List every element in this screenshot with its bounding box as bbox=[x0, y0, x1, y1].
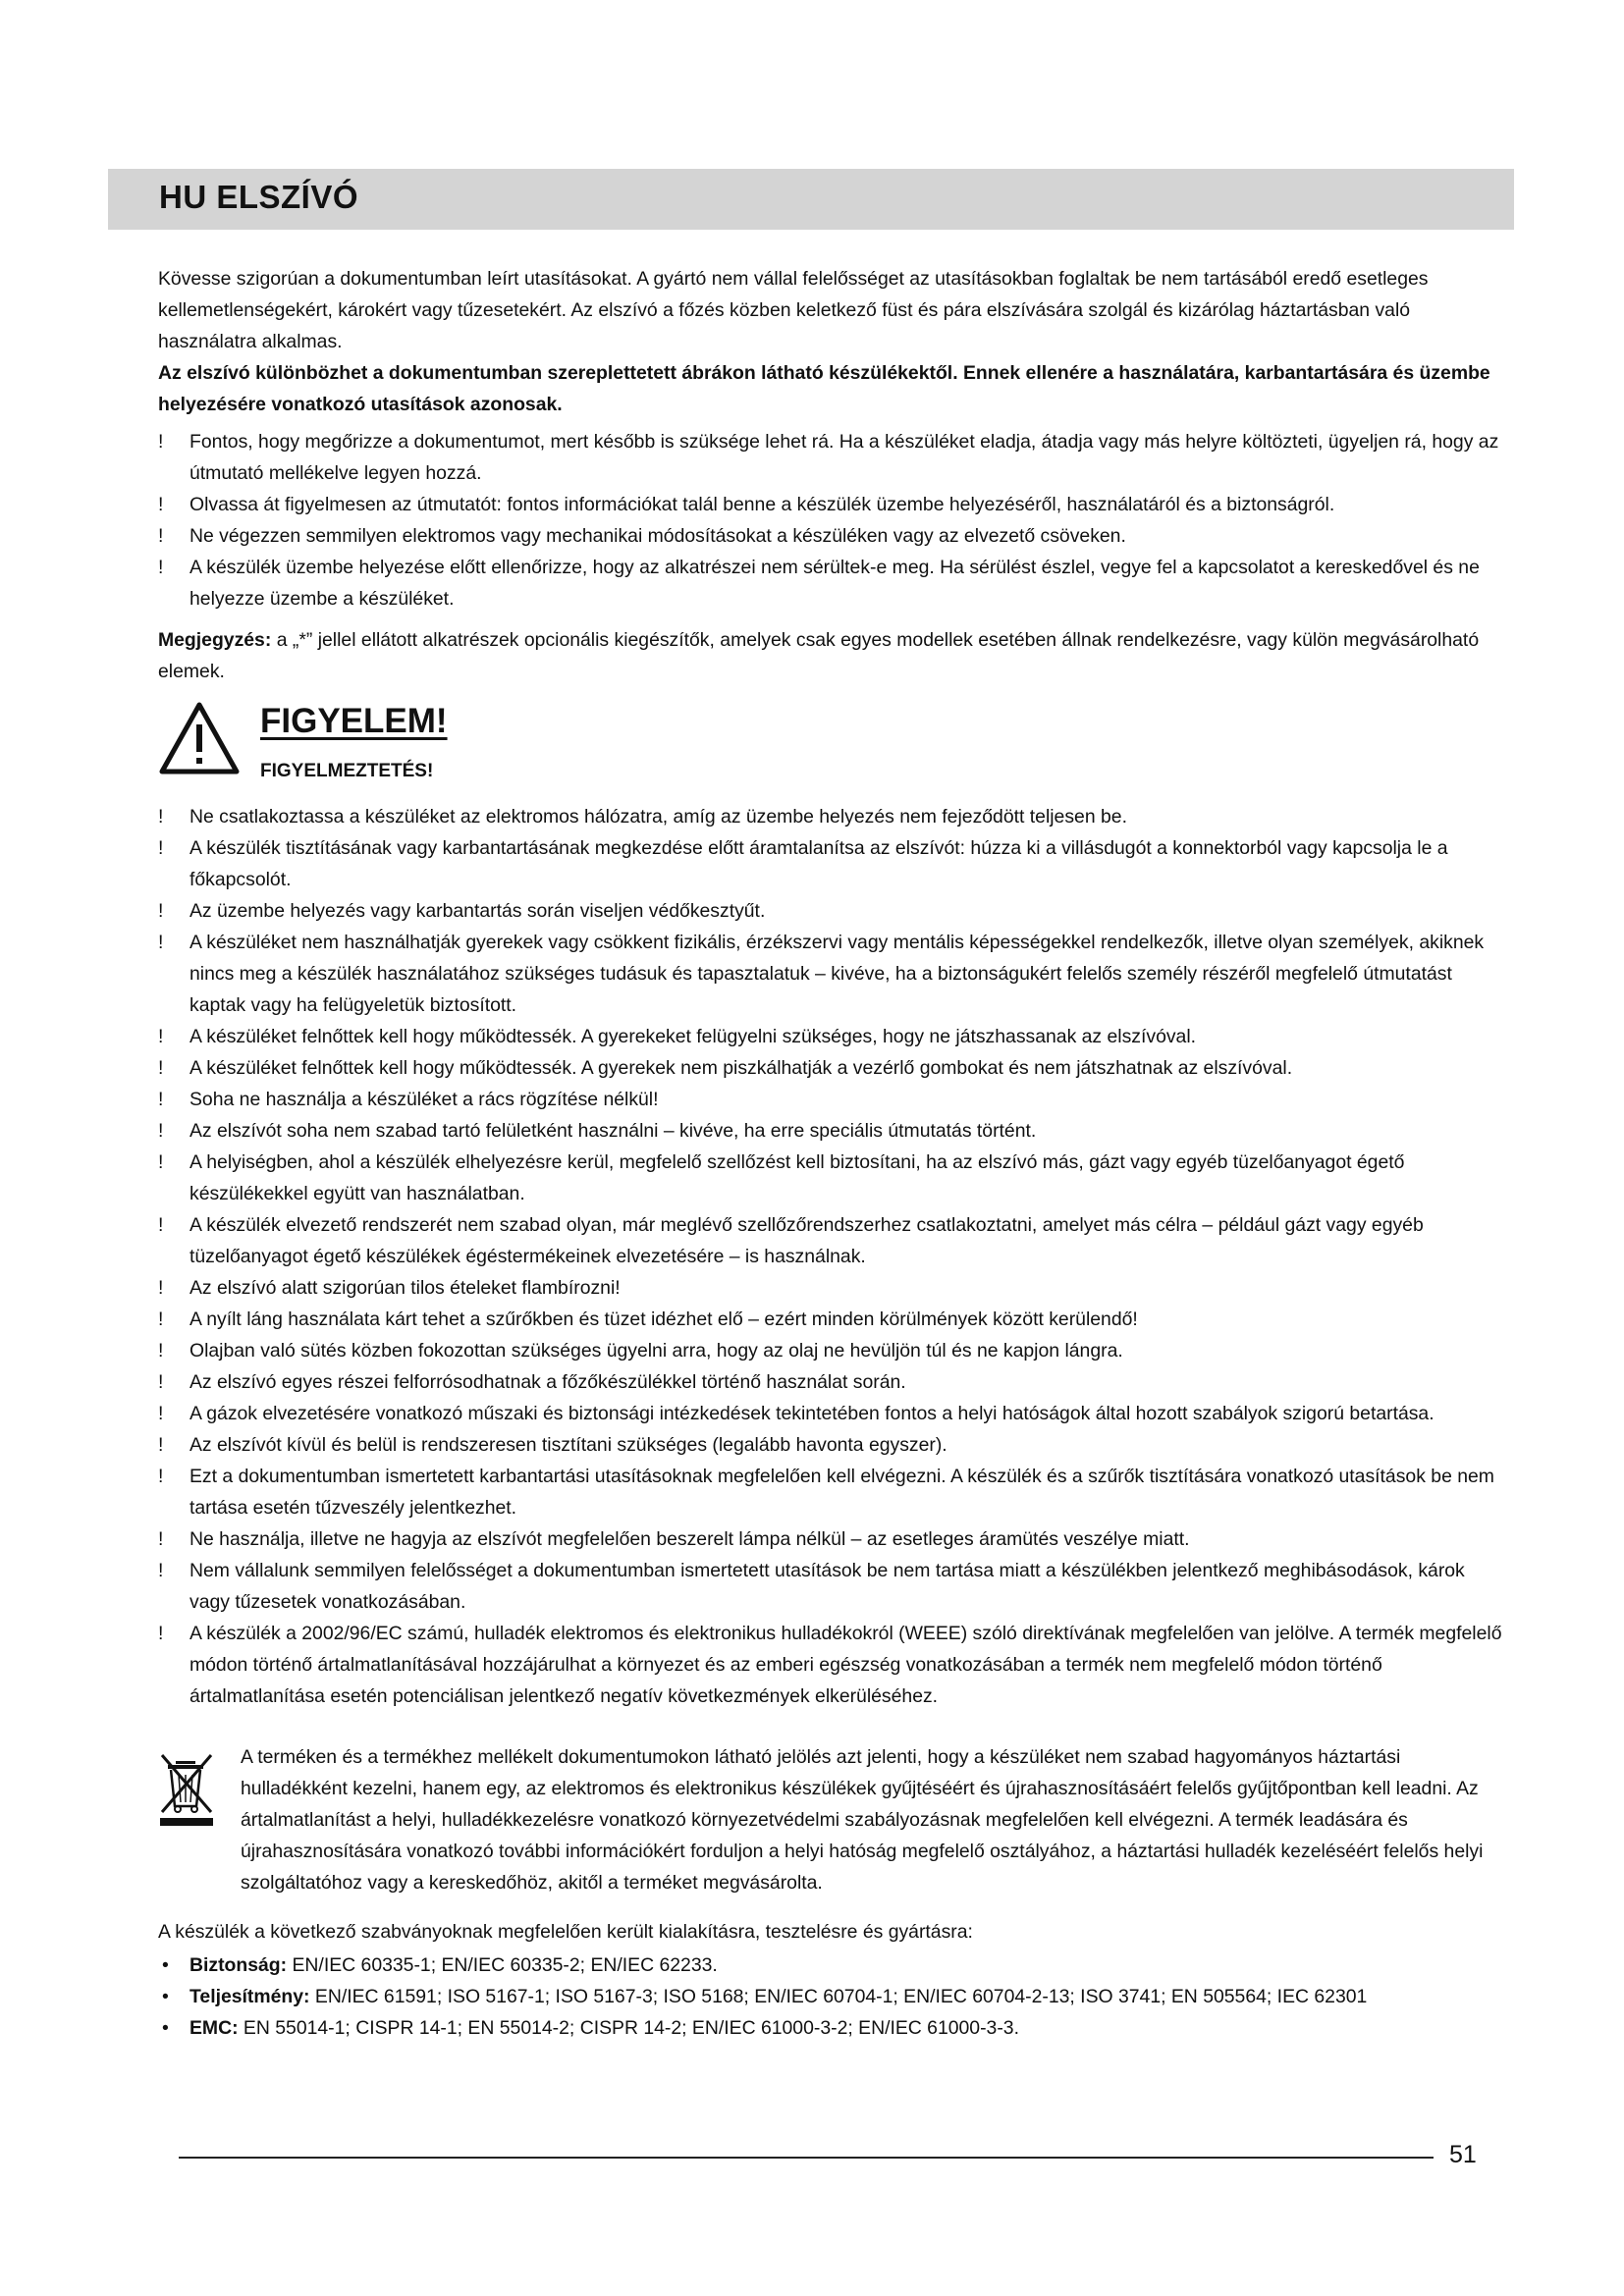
section-header bbox=[108, 169, 1514, 230]
list-item: ! Az elszívó egyes részei felforrósodhatnak a főzőkészülékkel történő használat során. bbox=[158, 1366, 1503, 1398]
intro-list bbox=[158, 426, 1503, 614]
warning-triangle-icon bbox=[158, 701, 241, 775]
list-item: ! A készüléket felnőttek kell hogy működtessék. A gyerekek nem piszkálhatják a vezérlő gombokat és nem játszhatnak az elszívóval. bbox=[158, 1052, 1503, 1084]
list-item: ! A helyiségben, ahol a készülék elhelyezésre kerül, megfelelő szellőzést kell biztosítani, ha az elszívó más, gázt vagy egyéb tüzelőanyagot égető készülékekkel együtt van használatban. bbox=[158, 1147, 1503, 1209]
page-title: HU ELSZÍVÓ bbox=[159, 179, 359, 215]
exclamation-mark: ! bbox=[158, 1560, 164, 1581]
bullet-icon: • bbox=[162, 1954, 169, 1976]
standards-intro: A készülék a következő szabványoknak megfelelően került kialakításra, tesztelésre és gyártásra: bbox=[158, 1921, 973, 1943]
list-item: ! A nyílt láng használata kárt tehet a szűrőkben és tüzet idézhet elő – ezért minden körülmények között kerülendő! bbox=[158, 1304, 1503, 1335]
note-text: a „*” jellel ellátott alkatrészek opcionális kiegészítők, amelyek csak egyes modellek esetében állnak rendelkezésre, vagy külön megvásárolható elemek. bbox=[158, 629, 1480, 682]
exclamation-mark: ! bbox=[158, 1403, 164, 1424]
list-item: ! A készülék üzembe helyezése előtt ellenőrizze, hogy az alkatrészei nem sérültek-e meg. Ha sérülést észlel, vegye fel a kapcsolatot a kereskedővel és ne helyezze üzembe a készüléket. bbox=[158, 552, 1503, 614]
intro-bold-paragraph: Az elszívó különbözhet a dokumentumban szereplettetett ábrákon látható készülékektől. Ennek ellenére a használatára, karbantartására és üzembe helyezésére vonatkozó utasítások azonosak. bbox=[158, 362, 1490, 415]
exclamation-mark: ! bbox=[158, 1214, 164, 1236]
list-item: ! A készüléket felnőttek kell hogy működtessék. A gyerekeket felügyelni szükséges, hogy ne játszhassanak az elszívóval. bbox=[158, 1021, 1503, 1052]
warning-list bbox=[158, 801, 1503, 1712]
exclamation-mark: ! bbox=[158, 1057, 164, 1079]
bullet-icon: • bbox=[162, 1986, 169, 2007]
list-item: ! A készülék elvezető rendszerét nem szabad olyan, már meglévő szellőzőrendszerhez csatlakoztatni, amelyet más célra – például gázt vagy egyéb tüzelőanyagot égető készülékek égéstermékeinek elvezetésére – is használnak. bbox=[158, 1209, 1503, 1272]
exclamation-mark: ! bbox=[158, 494, 164, 515]
list-item: ! Nem vállalunk semmilyen felelősséget a dokumentumban ismertetett utasítások be nem tartása miatt a készülékben jelentkező meghibásodások, károk vagy tűzesetek vonatkozásában. bbox=[158, 1555, 1503, 1618]
warning-title: FIGYELEM! bbox=[260, 702, 448, 740]
intro-paragraph: Kövesse szigorúan a dokumentumban leírt utasításokat. A gyártó nem vállal felelősséget az utasításokban foglaltak be nem tartásából eredő esetleges kellemetlenségekért, károkért vagy tűzesetekért. Az elszívó a főzés közben keletkező füst és pára elszívására szolgál és kizárólag háztartásban való használatra alkalmas. bbox=[158, 268, 1429, 352]
note-label: Megjegyzés: bbox=[158, 629, 272, 651]
list-item: ! Soha ne használja a készüléket a rács rögzítése nélkül! bbox=[158, 1084, 1503, 1115]
weee-text: A terméken és a termékhez mellékelt dokumentumokon látható jelölés azt jelenti, hogy a készüléket nem szabad hagyományos háztartási hulladékként kezelni, hanem egy, az elektromos és elektronikus készülékek gyűjtéséért és újrahasznosításáért felelős gyűjtőpontban kell leadni. Az ártalmatlanítást a helyi, hulladékkezelésre vonatkozó környezetvédelmi szabályozásnak megfelelően kell elvégezni. A termék leadására és újrahasznosítására vonatkozó további információkért forduljon a helyi hatóság megfelelő osztályához, a háztartási hulladék kezeléséért felelős helyi szolgáltatóhoz vagy a kereskedőhöz, akitől a terméket megvásárolta. bbox=[241, 1746, 1484, 1894]
list-item: • EMC: EN 55014-1; CISPR 14-1; EN 55014-2; CISPR 14-2; EN/IEC 61000-3-2; EN/IEC 61000-3-3. bbox=[158, 2012, 1503, 2044]
exclamation-mark: ! bbox=[158, 431, 164, 453]
list-item: ! Ezt a dokumentumban ismertetett karbantartási utasításoknak megfelelően kell elvégezni. A készülék és a szűrők tisztítására vonatkozó utasítások be nem tartása esetén tűzveszély jelentkezhet. bbox=[158, 1461, 1503, 1523]
warning-heading bbox=[158, 701, 1503, 795]
list-item: ! Ne használja, illetve ne hagyja az elszívót megfelelően beszerelt lámpa nélkül – az esetleges áramütés veszélye miatt. bbox=[158, 1523, 1503, 1555]
exclamation-mark: ! bbox=[158, 525, 164, 547]
exclamation-mark: ! bbox=[158, 1528, 164, 1550]
weee-notice bbox=[158, 1741, 1503, 1898]
exclamation-mark: ! bbox=[158, 1340, 164, 1362]
exclamation-mark: ! bbox=[158, 837, 164, 859]
list-item: ! A készülék tisztításának vagy karbantartásának megkezdése előtt áramtalanítsa az elszívót: húzza ki a villásdugót a konnektorból vagy kapcsolja le a főkapcsolót. bbox=[158, 832, 1503, 895]
page-number: 51 bbox=[1449, 2141, 1477, 2168]
exclamation-mark: ! bbox=[158, 1277, 164, 1299]
list-item: ! Olajban való sütés közben fokozottan szükséges ügyelni arra, hogy az olaj ne hevüljön túl és ne kapjon lángra. bbox=[158, 1335, 1503, 1366]
list-item: ! Ne végezzen semmilyen elektromos vagy mechanikai módosításokat a készüléken vagy az elvezető csöveken. bbox=[158, 520, 1503, 552]
exclamation-mark: ! bbox=[158, 932, 164, 953]
list-item: ! Fontos, hogy megőrizze a dokumentumot, mert később is szüksége lehet rá. Ha a készüléket eladja, átadja vagy más helyre költözteti, ügyeljen rá, hogy az útmutató mellékelve legyen hozzá. bbox=[158, 426, 1503, 489]
crossed-out-bin-icon bbox=[158, 1751, 217, 1828]
exclamation-mark: ! bbox=[158, 900, 164, 922]
exclamation-mark: ! bbox=[158, 806, 164, 828]
list-item: • Teljesítmény: EN/IEC 61591; ISO 5167-1; ISO 5167-3; ISO 5168; EN/IEC 60704-1; EN/IEC 60704-2-13; ISO 3741; EN 505564; IEC 62301 bbox=[158, 1981, 1503, 2012]
exclamation-mark: ! bbox=[158, 1308, 164, 1330]
exclamation-mark: ! bbox=[158, 1151, 164, 1173]
exclamation-mark: ! bbox=[158, 557, 164, 578]
exclamation-mark: ! bbox=[158, 1466, 164, 1487]
list-item: ! Ne csatlakoztassa a készüléket az elektromos hálózatra, amíg az üzembe helyezés nem fejeződött teljesen be. bbox=[158, 801, 1503, 832]
list-item: ! A készülék a 2002/96/EC számú, hulladék elektromos és elektronikus hulladékokról (WEEE) szóló direktívának megfelelően van jelölve. A termék megfelelő módon történő ártalmatlanításával hozzájárulhat a környezet és az emberi egészség vonatkozásában a termék nem megfelelő módon történő ártalmatlanítása esetén potenciálisan jelentkező negatív következmények elkerüléséhez. bbox=[158, 1618, 1503, 1712]
footer-divider bbox=[179, 2157, 1434, 2159]
list-item: ! Olvassa át figyelmesen az útmutatót: fontos információkat talál benne a készülék üzembe helyezéséről, használatáról és a biztonságról. bbox=[158, 489, 1503, 520]
exclamation-mark: ! bbox=[158, 1089, 164, 1110]
exclamation-mark: ! bbox=[158, 1371, 164, 1393]
list-item: ! A készüléket nem használhatják gyerekek vagy csökkent fizikális, érzékszervi vagy mentális képességekkel rendelkezők, illetve olyan személyek, akiknek nincs meg a készülék használatához szükséges tudásuk és tapasztalatuk – kivéve, ha a biztonságukért felelős személy részéről megfelelő útmutatást kaptak vagy ha felügyeletük biztosított. bbox=[158, 927, 1503, 1021]
document-body bbox=[158, 263, 1503, 2044]
exclamation-mark: ! bbox=[158, 1434, 164, 1456]
list-item: • Biztonság: EN/IEC 60335-1; EN/IEC 60335-2; EN/IEC 62233. bbox=[158, 1949, 1503, 1981]
standards-list bbox=[158, 1949, 1503, 2044]
exclamation-mark: ! bbox=[158, 1026, 164, 1047]
list-item: ! Az üzembe helyezés vagy karbantartás során viseljen védőkesztyűt. bbox=[158, 895, 1503, 927]
list-item: ! Az elszívót kívül és belül is rendszeresen tisztítani szükséges (legalább havonta egyszer). bbox=[158, 1429, 1503, 1461]
list-item: ! Az elszívót soha nem szabad tartó felületként használni – kivéve, ha erre speciális útmutatás történt. bbox=[158, 1115, 1503, 1147]
note-paragraph bbox=[158, 624, 1503, 687]
list-item: ! A gázok elvezetésére vonatkozó műszaki és biztonsági intézkedések tekintetében fontos a helyi hatóságok által hozott szabályok szigorú betartása. bbox=[158, 1398, 1503, 1429]
warning-subtitle: FIGYELMEZTETÉS! bbox=[260, 761, 434, 781]
exclamation-mark: ! bbox=[158, 1120, 164, 1142]
list-item: ! Az elszívó alatt szigorúan tilos ételeket flambírozni! bbox=[158, 1272, 1503, 1304]
bullet-icon: • bbox=[162, 2017, 169, 2039]
exclamation-mark: ! bbox=[158, 1623, 164, 1644]
